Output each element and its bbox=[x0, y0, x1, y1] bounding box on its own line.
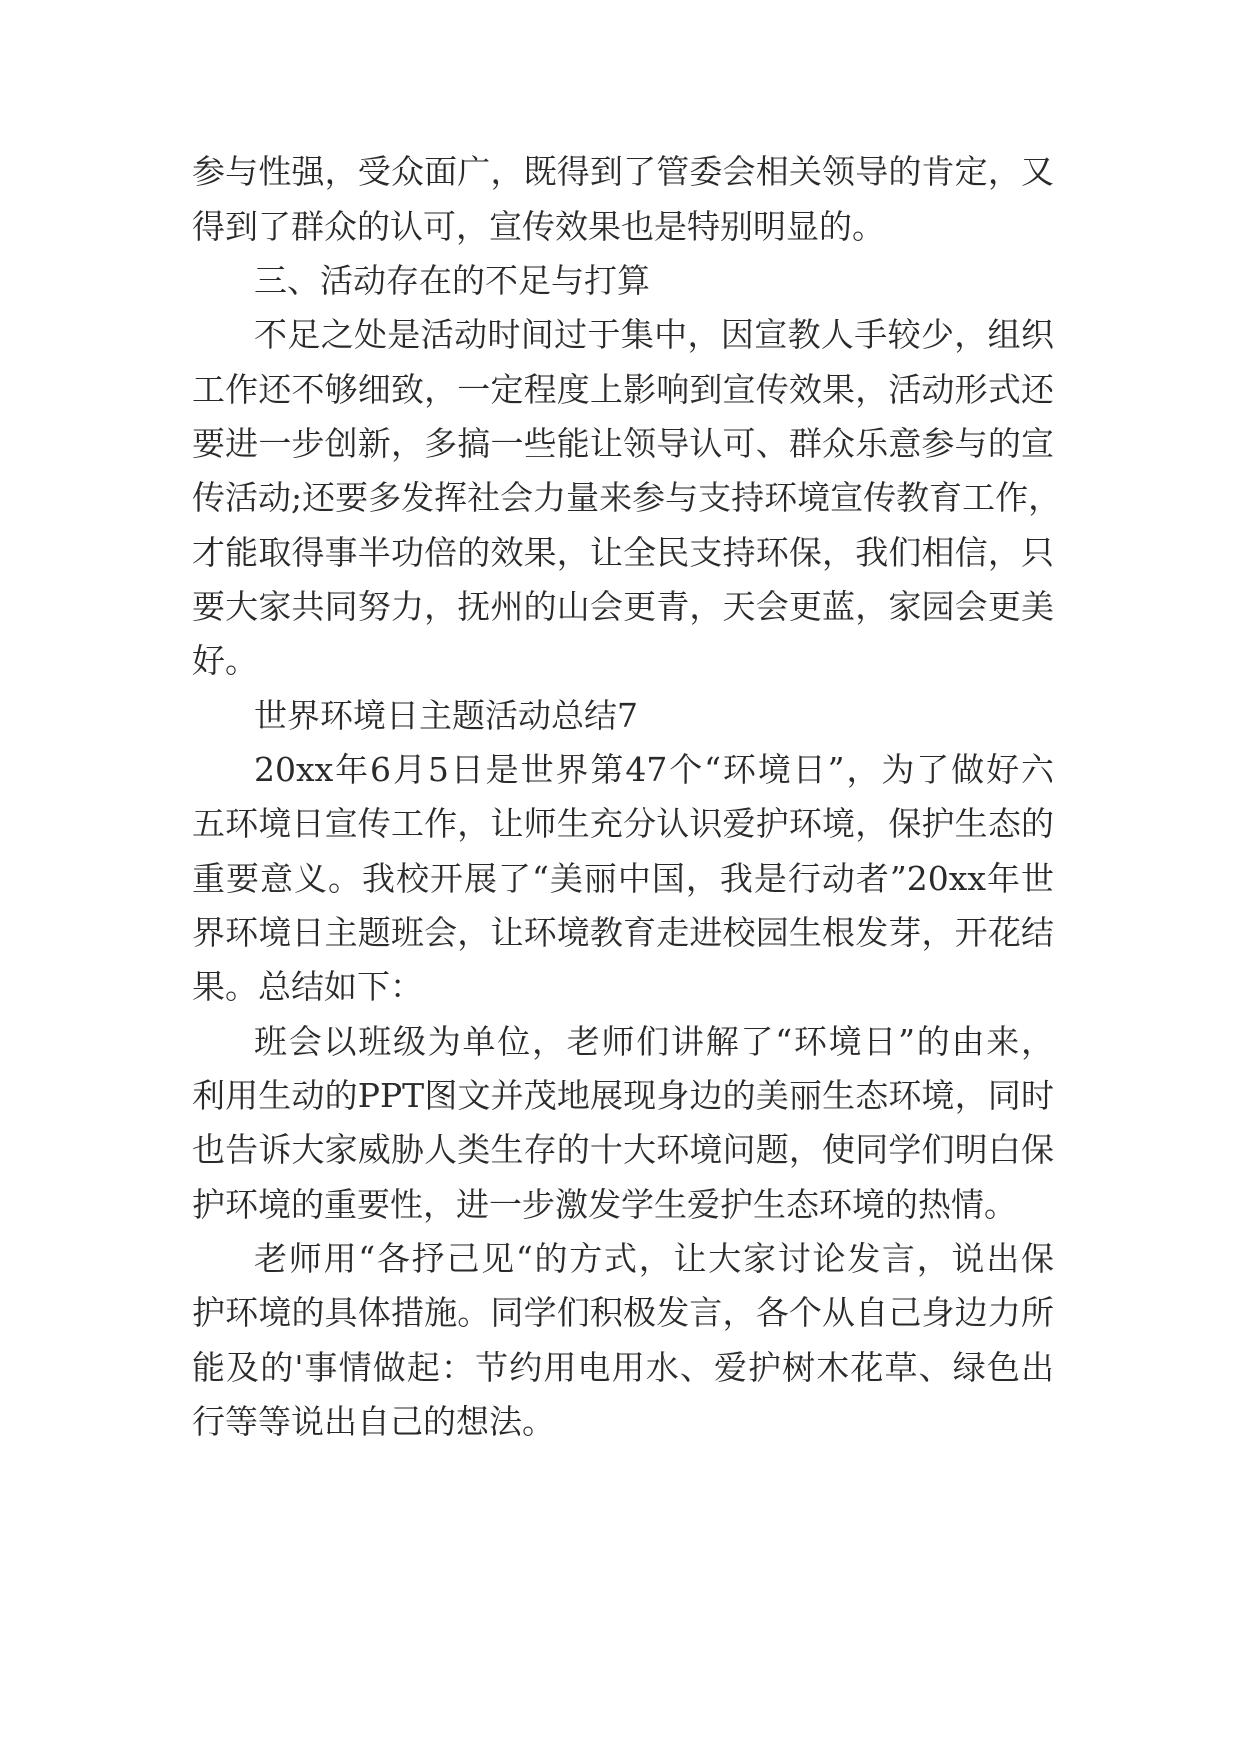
text-line: 得到了群众的认可，宣传效果也是特别明显的。 bbox=[192, 207, 885, 246]
text-line: 护环境的具体措施。同学们积极发言，各个从自己身边力所 bbox=[192, 1293, 1054, 1332]
text-line: 也告诉大家威胁人类生存的十大环境问题，使同学们明白保 bbox=[192, 1130, 1054, 1169]
text-line: 果。总结如下： bbox=[192, 967, 423, 1006]
text-line: 重要意义。我校开展了“美丽中国，我是行动者”20xx年世 bbox=[192, 859, 1054, 898]
section-heading: 三、活动存在的不足与打算 bbox=[254, 261, 650, 300]
section-heading: 世界环境日主题活动总结7 bbox=[254, 696, 638, 735]
text-line: 传活动;还要多发挥社会力量来参与支持环境宣传教育工作， bbox=[192, 478, 1062, 517]
text-line: 要大家共同努力，抚州的山会更青，天会更蓝，家园会更美 bbox=[192, 587, 1054, 626]
text-line: 不足之处是活动时间过于集中，因宣教人手较少，组织 bbox=[254, 315, 1054, 354]
text-line: 工作还不够细致，一定程度上影响到宣传效果，活动形式还 bbox=[192, 370, 1054, 409]
text-line: 班会以班级为单位，老师们讲解了“环境日”的由来， bbox=[254, 1022, 1054, 1061]
text-line: 界环境日主题班会，让环境教育走进校园生根发芽，开花结 bbox=[192, 913, 1054, 952]
text-line: 要进一步创新，多搞一些能让领导认可、群众乐意参与的宣 bbox=[192, 424, 1054, 463]
text-line: 五环境日宣传工作，让师生充分认识爱护环境，保护生态的 bbox=[192, 804, 1054, 843]
text-line: 好。 bbox=[192, 641, 258, 680]
text-line: 20xx年6月5日是世界第47个“环境日”，为了做好六 bbox=[254, 750, 1054, 789]
text-line: 能及的'事情做起：节约用电用水、爱护树木花草、绿色出 bbox=[192, 1348, 1054, 1387]
text-line: 利用生动的PPT图文并茂地展现身边的美丽生态环境，同时 bbox=[192, 1076, 1054, 1115]
text-line: 护环境的重要性，进一步激发学生爱护生态环境的热情。 bbox=[192, 1185, 1017, 1224]
text-line: 行等等说出自己的想法。 bbox=[192, 1402, 555, 1441]
text-line: 参与性强，受众面广，既得到了管委会相关领导的肯定，又 bbox=[192, 152, 1054, 191]
text-line: 才能取得事半功倍的效果，让全民支持环保，我们相信，只 bbox=[192, 533, 1054, 572]
text-line: 老师用“各抒己见“的方式，让大家讨论发言，说出保 bbox=[254, 1239, 1054, 1278]
